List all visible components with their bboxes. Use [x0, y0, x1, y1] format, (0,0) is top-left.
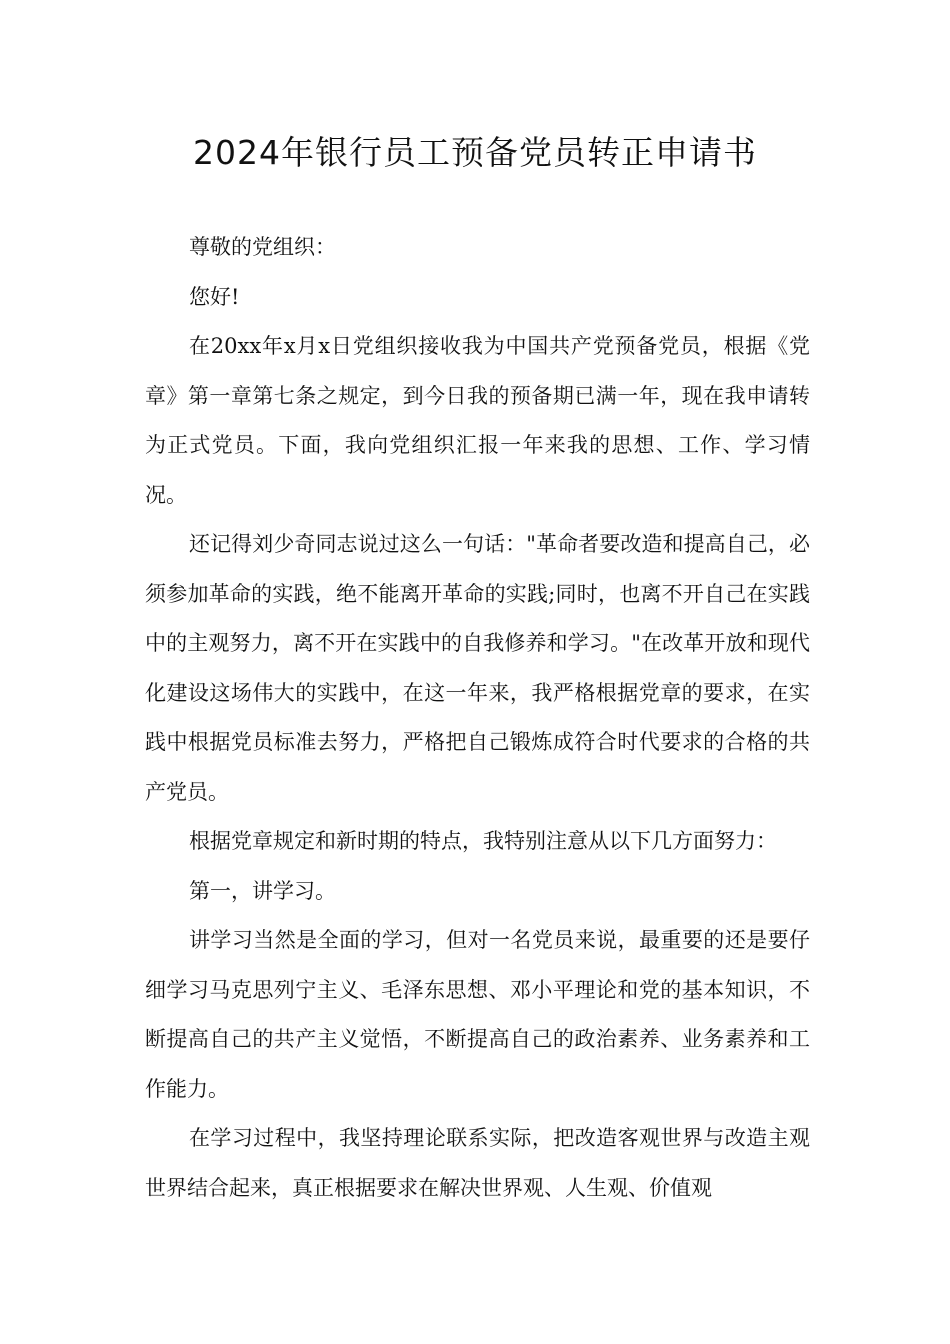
paragraph-first-point: 第一，讲学习。	[189, 878, 336, 903]
paragraph-practice: 在学习过程中，我坚持理论联系实际，把改造客观世界与改造主观世界结合起来，真正根据要求在解决世界观、人生观、价值观	[145, 1126, 810, 1200]
paragraph-intro: 在20xx年x月x日党组织接收我为中国共产党预备党员，根据《党章》第一章第七条之规定，到今日我的预备期已满一年，现在我申请转为正式党员。下面，我向党组织汇报一年来我的思想、工作、学习情况。	[145, 334, 810, 507]
document-body	[145, 223, 810, 1213]
document-title: 2024年银行员工预备党员转正申请书	[193, 133, 757, 172]
paragraph-study: 讲学习当然是全面的学习，但对一名党员来说，最重要的还是要仔细学习马克思列宁主义、毛泽东思想、邓小平理论和党的基本知识，不断提高自己的共产主义觉悟，不断提高自己的政治素养、业务素养和工作能力。	[145, 928, 810, 1101]
paragraph-quote: 还记得刘少奇同志说过这么一句话："革命者要改造和提高自己，必须参加革命的实践，绝不能离开革命的实践;同时，也离不开自己在实践中的主观努力，离不开在实践中的自我修养和学习。"在改革开放和现代化建设这场伟大的实践中，在这一年来，我严格根据党章的要求，在实践中根据党员标准去努力，严格把自己锻炼成符合时代要求的合格的共产党员。	[145, 532, 810, 804]
salutation: 尊敬的党组织：	[189, 235, 336, 259]
greeting: 您好!	[189, 284, 240, 309]
paragraph-efforts: 根据党章规定和新时期的特点，我特别注意从以下几方面努力：	[189, 829, 777, 853]
